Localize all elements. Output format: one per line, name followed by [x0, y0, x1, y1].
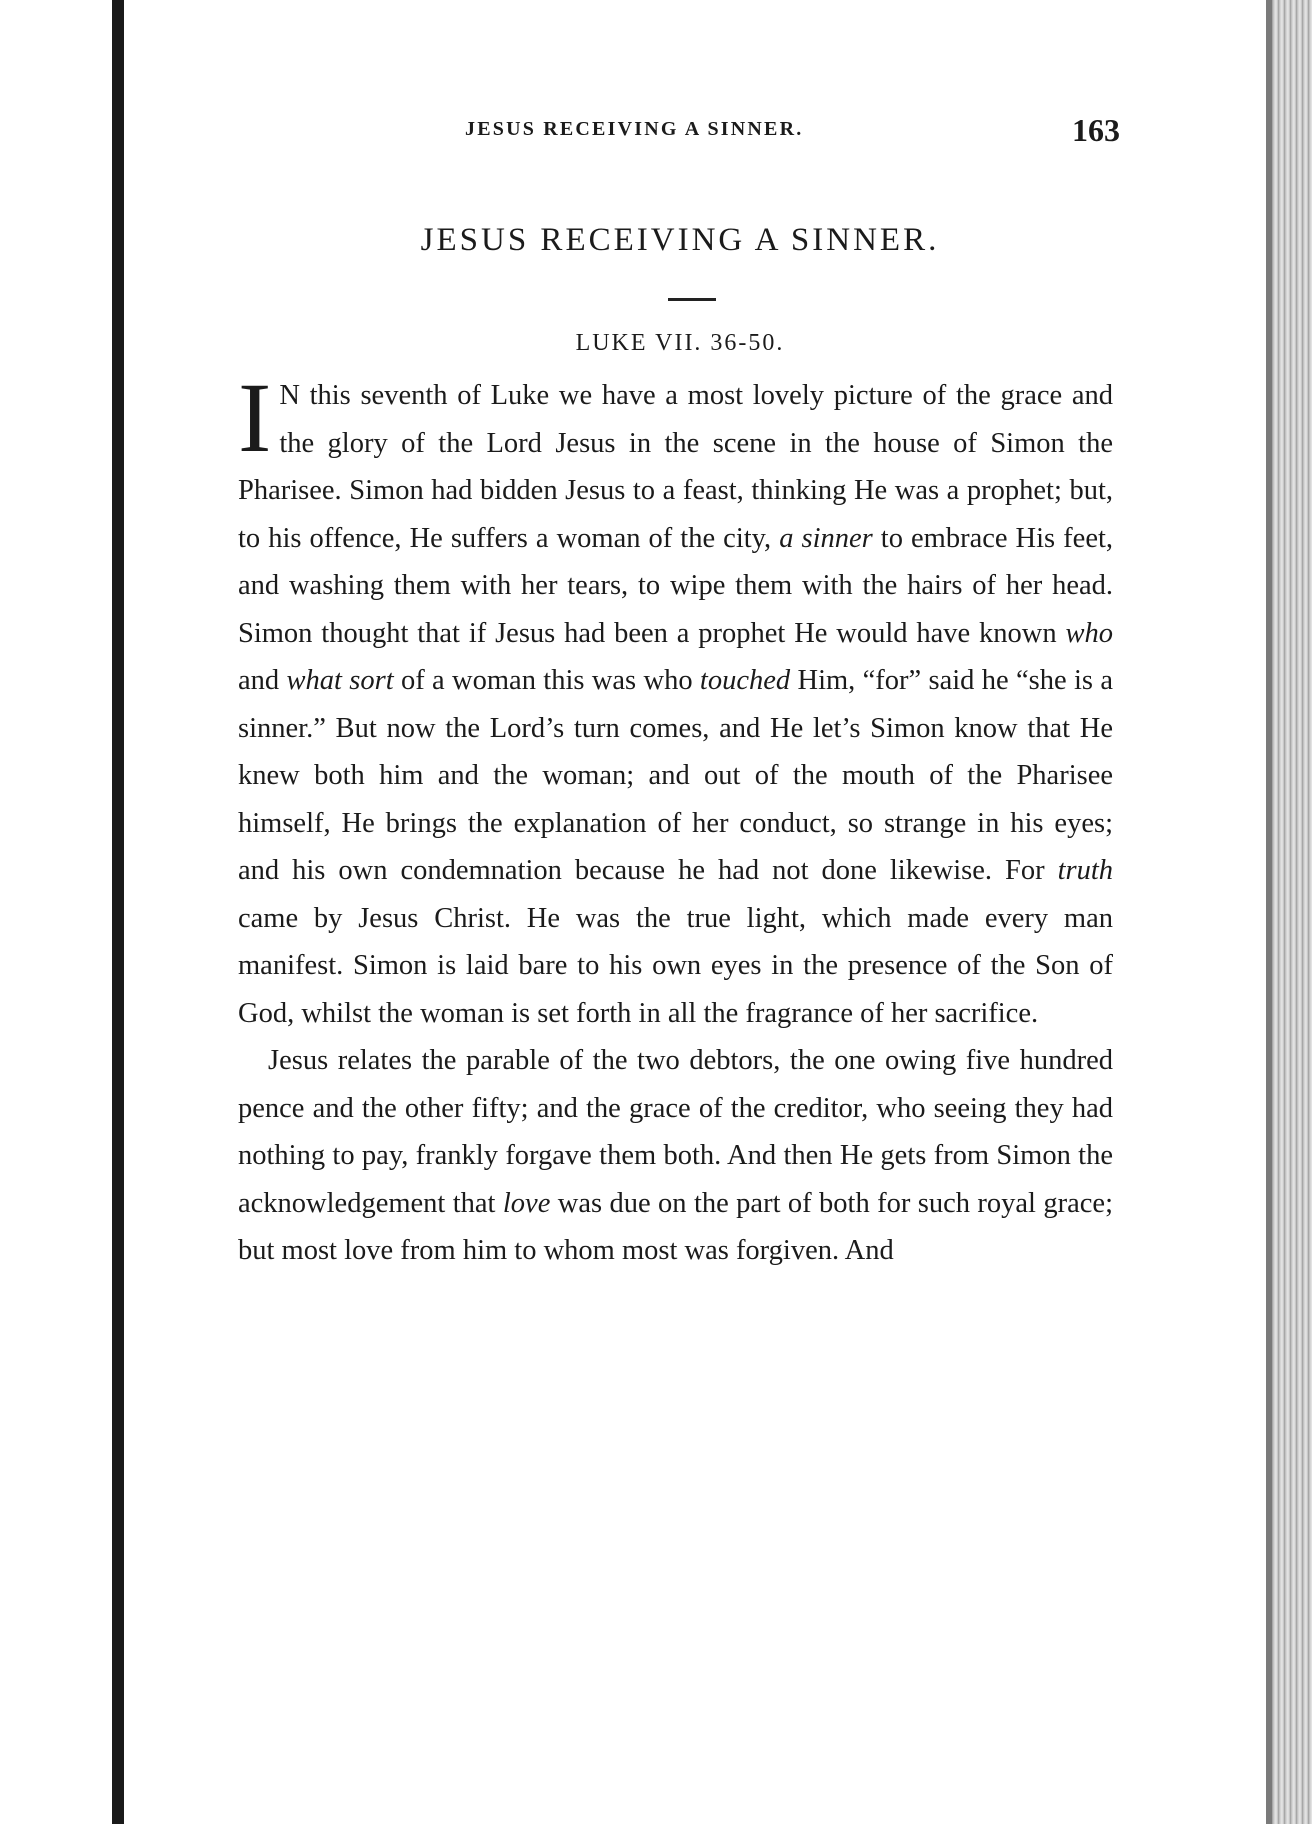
text-run: to embrace His feet, and washing them with her tears, to wipe them with the hairs of her head. Simon thought that if Jesus had been a prophet He would have known	[238, 522, 1114, 649]
text-run: N this seventh of Luke we have a most lovely picture of the grace and the glory of the Lord Jesus in the scene in the house of Simon the Pharisee. Simon had bidden Jesus to a feast, thinking He was a prophet; but, to his offence, He suffers a woman of the city,	[238, 380, 1113, 554]
page-number: 163	[1072, 112, 1120, 148]
text-run: Jesus relates the parable of the two debtors, the one owing five hundred pence and the other fifty; and the grace of the creditor, who seeing they had nothing to pay, frankly forgave them both. And then He gets from Simon the acknowledgement that	[238, 1045, 1113, 1219]
italic-run: touched	[699, 665, 791, 696]
page-edge-stack	[1272, 0, 1312, 1824]
running-head	[240, 112, 1120, 152]
text-run: came by Jesus Christ. He was the true light, which made every man manifest. Simon is laid bare to his own eyes in the presence of the Son of God, whilst the woman is set forth in all the fragrance of her sacrifice.	[238, 902, 1113, 1029]
body-text	[238, 362, 1114, 1275]
drop-cap: I	[238, 362, 272, 473]
italic-run: a sinner	[779, 522, 873, 554]
scripture-reference: LUKE VII. 36-50.	[575, 330, 785, 356]
book-binding-edge	[0, 0, 122, 1824]
text-run: and	[238, 665, 287, 696]
text-run: Him, “for” said he “she is a sinner.” But now the Lord’s turn comes, and He let’s Simon know that He knew both him and the woman; and out of the mouth of the Pharisee himself, He brings the explanation of her conduct, so strange in his eyes; and his own condemnation because he had not done likewise. For	[238, 665, 1113, 886]
chapter-title: JESUS RECEIVING A SINNER.	[420, 222, 940, 258]
text-run: was due on the part of both for such royal grace; but most love from him to whom most was forgiven. And	[238, 1187, 1113, 1266]
italic-run: what sort	[286, 665, 394, 696]
running-title: JESUS RECEIVING A SINNER.	[465, 118, 804, 140]
italic-run: love	[502, 1187, 551, 1219]
italic-run: who	[1065, 617, 1113, 649]
italic-run: truth	[1057, 855, 1113, 886]
paragraph-2	[238, 1037, 1113, 1275]
text-run: of a woman this was who	[393, 665, 700, 696]
title-divider-rule	[668, 298, 716, 301]
paragraph-1	[238, 362, 1114, 1037]
